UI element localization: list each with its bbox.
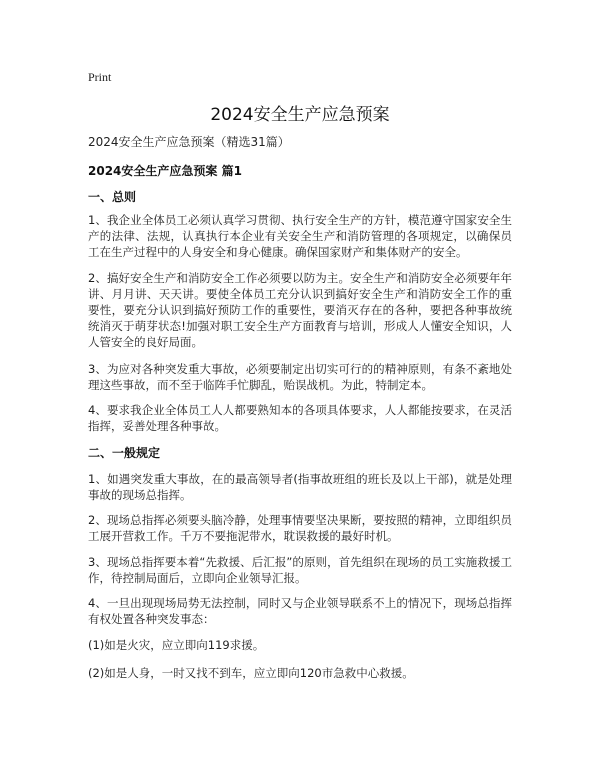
- heading-general-principles: 一、总则: [88, 190, 137, 204]
- paragraph-5: 1、如遇突发重大事故，在的最高领导者(指事故班组的班长及以上干部)，就是处理事故的现场总指挥。: [88, 472, 512, 502]
- paragraph-7: 3、现场总指挥要本着“先救援、后汇报”的原则，首先组织在现场的员工实施救援工作，待控制局面后，立即向企业领导汇报。: [88, 555, 512, 585]
- document-subtitle: 2024安全生产应急预案（精选31篇）: [88, 135, 290, 149]
- paragraph-1: 1、我企业全体员工必须认真学习贯彻、执行安全生产的方针，模范遵守国家安全生产的法律、法规，认真执行本企业有关安全生产和消防管理的各项规定，以确保员工在生产过程中的人身安全和身心健康。确保国家财产和集体财产的安全。: [88, 213, 512, 259]
- paragraph-9: (1)如是火灾，应立即向119求援。: [88, 638, 265, 652]
- paragraph-2: 2、搞好安全生产和消防安全工作必须要以防为主。安全生产和消防安全必须要年年讲、月月讲、天天讲。要使全体员工充分认识到搞好安全生产和消防安全工作的重要性，要充分认识到搞好预防工作的重要性，要消灭存在的各种，要把各种事故统统消灭于萌芽状态!加强对职工安全生产方面教育与培训，形成人人懂安全知识，人人管安全的良好局面。: [88, 271, 512, 349]
- paragraph-6: 2、现场总指挥必须要头脑冷静，处理事情要坚决果断，要按照的精神，立即组织员工展开营救工作。千万不要拖泥带水，耽误救援的最好时机。: [88, 513, 512, 543]
- page-title: 2024安全生产应急预案: [210, 105, 390, 125]
- paragraph-3: 3、为应对各种突发重大事故，必须要制定出切实可行的的精神原则，有条不紊地处理这些事故，而不至于临阵手忙脚乱，贻误战机。为此，特制定本。: [88, 362, 512, 392]
- section-title: 2024安全生产应急预案 篇1: [88, 164, 242, 178]
- paragraph-8: 4、一旦出现现场局势无法控制，同时又与企业领导联系不上的情况下，现场总指挥有权处置各种突发事态：: [88, 596, 512, 626]
- heading-general-rules: 二、一般规定: [88, 446, 161, 460]
- paragraph-4: 4、要求我企业全体员工人人都要熟知本的各项具体要求，人人都能按要求，在灵活指挥，妥善处理各种事故。: [88, 403, 512, 433]
- paragraph-10: (2)如是人身，一时又找不到车，应立即向120市急救中心救援。: [88, 666, 414, 680]
- print-link[interactable]: Print: [88, 70, 112, 84]
